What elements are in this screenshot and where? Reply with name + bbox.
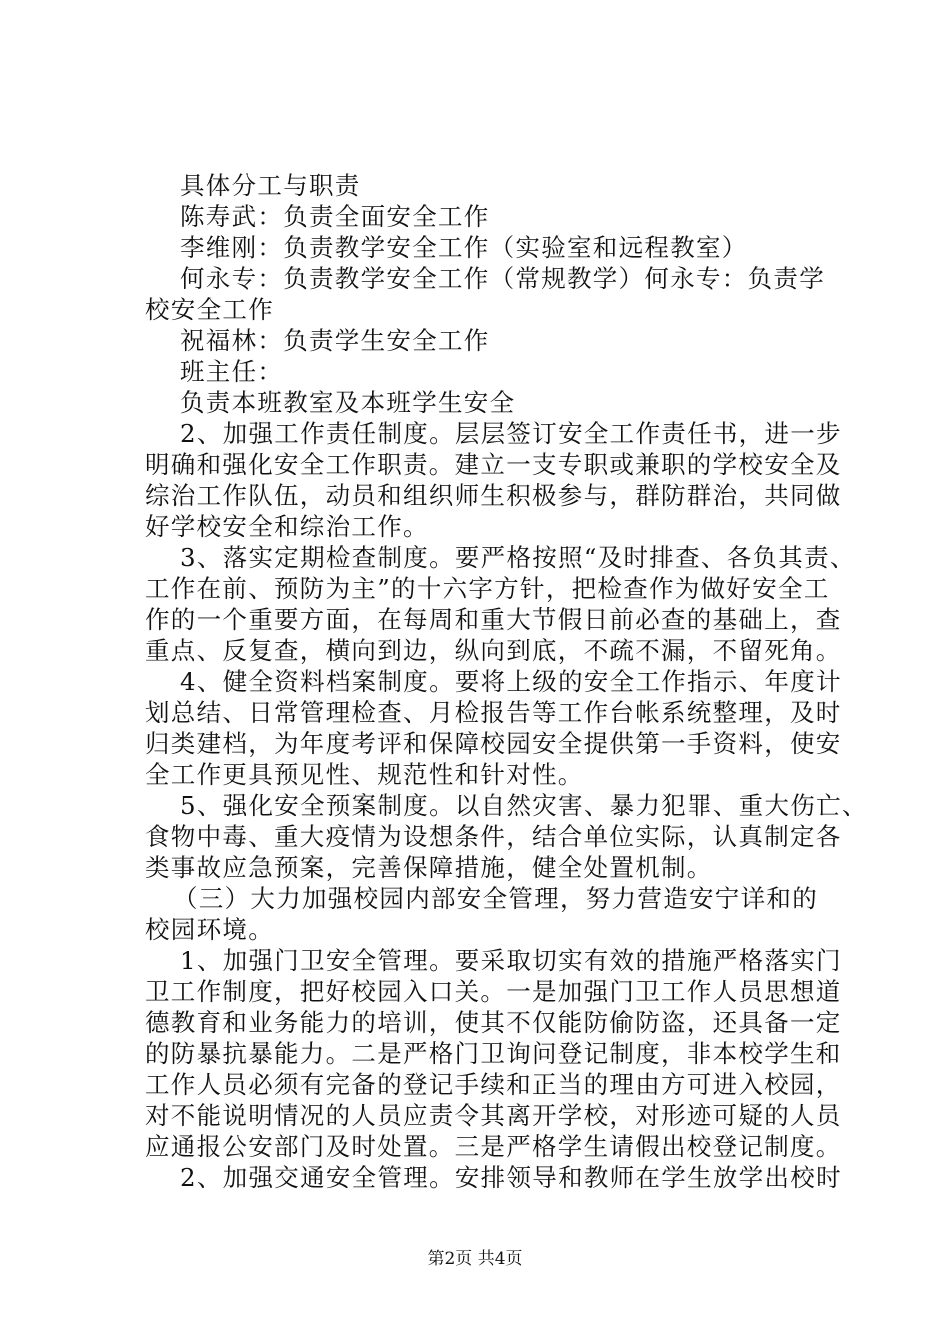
- text-line: 1、加强门卫安全管理。要采取切实有效的措施严格落实门: [180, 946, 842, 975]
- text-line: 校园环境。: [145, 915, 274, 944]
- text-line: 4、健全资料档案制度。要将上级的安全工作指示、年度计: [180, 667, 842, 696]
- text-line: 2、加强工作责任制度。层层签订安全工作责任书，进一步: [180, 419, 842, 448]
- text-line: 祝福林：负责学生安全工作: [180, 326, 490, 355]
- text-line: 明确和强化安全工作职责。建立一支专职或兼职的学校安全及: [145, 450, 842, 479]
- text-line: 归类建档，为年度考评和保障校园安全提供第一手资料，使安: [145, 729, 842, 758]
- text-line: 重点、反复查，横向到边，纵向到底，不疏不漏，不留死角。: [145, 636, 842, 665]
- document-body: [145, 170, 868, 1193]
- text-line: 作的一个重要方面，在每周和重大节假日前必查的基础上，查: [145, 605, 842, 634]
- text-line: 班主任：: [180, 357, 284, 386]
- text-line: 类事故应急预案，完善保障措施，健全处置机制。: [145, 853, 713, 882]
- text-line: 全工作更具预见性、规范性和针对性。: [145, 760, 584, 789]
- text-line: 工作在前、预防为主”的十六字方针，把检查作为做好安全工: [145, 574, 830, 603]
- text-line: 食物中毒、重大疫情为设想条件，结合单位实际，认真制定各: [145, 822, 842, 851]
- text-line: 应通报公安部门及时处置。三是严格学生请假出校登记制度。: [145, 1132, 842, 1161]
- text-line: 好学校安全和综治工作。: [145, 512, 429, 541]
- text-line: 划总结、日常管理检查、月检报告等工作台帐系统整理，及时: [145, 698, 842, 727]
- text-line: 卫工作制度，把好校园入口关。一是加强门卫工作人员思想道: [145, 977, 842, 1006]
- text-line: 校安全工作: [145, 295, 274, 324]
- text-line: 陈寿武：负责全面安全工作: [180, 202, 490, 231]
- text-line: 的防暴抗暴能力。二是严格门卫询问登记制度，非本校学生和: [145, 1039, 842, 1068]
- text-line: 工作人员必须有完备的登记手续和正当的理由方可进入校园，: [145, 1070, 842, 1099]
- text-line: 德教育和业务能力的培训，使其不仅能防偷防盗，还具备一定: [145, 1008, 842, 1037]
- text-line: 具体分工与职责: [180, 171, 361, 200]
- text-line: 何永专：负责教学安全工作（常规教学）何永专：负责学: [180, 264, 825, 293]
- text-line: 对不能说明情况的人员应责令其离开学校，对形迹可疑的人员: [145, 1101, 842, 1130]
- text-line: （三）大力加强校园内部安全管理，努力营造安宁详和的: [173, 884, 818, 913]
- text-line: 李维刚：负责教学安全工作（实验室和远程教室）: [180, 233, 748, 262]
- text-line: 5、强化安全预案制度。以自然灾害、暴力犯罪、重大伤亡、: [180, 791, 868, 820]
- text-line: 2、加强交通安全管理。安排领导和教师在学生放学出校时: [180, 1163, 842, 1192]
- text-line: 负责本班教室及本班学生安全: [180, 388, 516, 417]
- text-line: 3、落实定期检查制度。要严格按照“及时排查、各负其责、: [180, 543, 856, 572]
- page-footer: 第2页 共4页: [427, 1249, 523, 1269]
- text-line: 综治工作队伍，动员和组织师生积极参与，群防群治，共同做: [145, 481, 842, 510]
